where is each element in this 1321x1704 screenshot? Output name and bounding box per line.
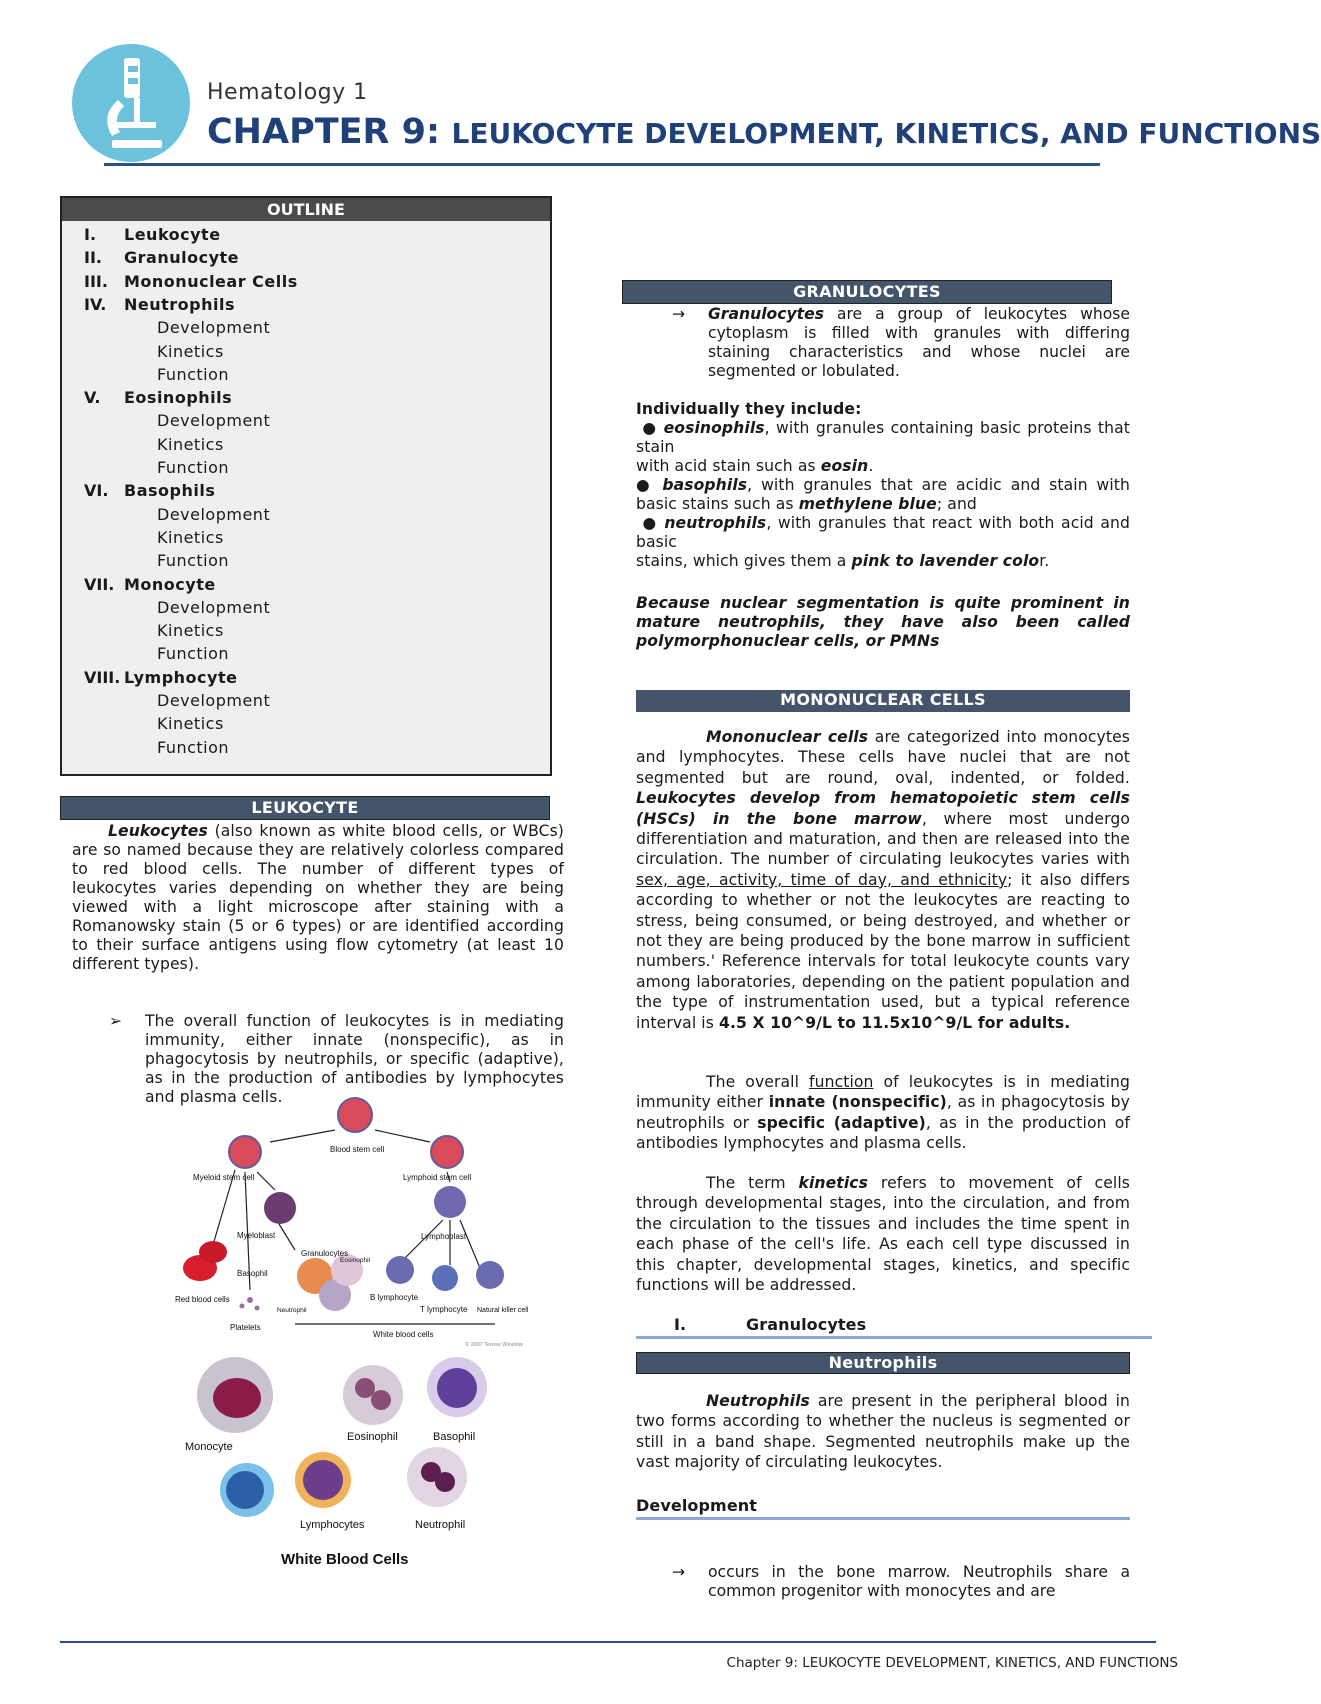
mono-text-d: sex, age, activity, time of day, and ethnicity xyxy=(636,871,1007,889)
baso-end: ; and xyxy=(937,495,977,513)
granulocytes-definition xyxy=(708,305,1130,381)
chapter-name: LEUKOCYTE DEVELOPMENT, KINETICS, AND FUNCTIONS xyxy=(452,117,1321,150)
neut-end: r. xyxy=(1039,552,1049,570)
eos-text-2: with acid stain such as xyxy=(636,457,821,475)
granulocytes-label: Granulocytes xyxy=(301,1249,348,1258)
leukocyte-text: (also known as white blood cells, or WBCs) are so named because they are relatively colorless compared to red blood cells. The number of different types of leukocytes varies depending on whether they are being viewed with a light microscope after staining with a Romanowsky stain (5 or 6 types) or are identified according to their surface antigens using flow cytometry (at least 10 different types). xyxy=(72,822,564,973)
baso-term: basophils xyxy=(662,476,747,494)
platelets-label: Platelets xyxy=(230,1323,261,1332)
mononuclear-paragraph xyxy=(636,727,1130,1033)
eos-term: eosinophils xyxy=(664,419,765,437)
outline-item-number: IV. xyxy=(84,295,124,314)
granulocyte-types-intro: Individually they include: xyxy=(636,400,861,418)
outline-item-title: Lymphocyte xyxy=(124,668,237,687)
blood-stem-label: Blood stem cell xyxy=(330,1145,384,1154)
neutrophil-label: Neutrophil xyxy=(415,1519,465,1531)
outline-item-number: I. xyxy=(84,225,124,244)
granulocyte-types xyxy=(636,400,1130,571)
mono-text-e: ; it also differs according to whether or not the leukocytes are reacting to stress, being consumed, or being destroyed, and whether or not they are being produced by the bone marrow in sufficient numbers.' Reference intervals for total leukocyte counts vary among laboratories, depending on the patient population and the type of instrumentation used, but a typical reference interval is xyxy=(636,871,1130,1032)
section-1-rule xyxy=(636,1336,1152,1339)
neutrophils-heading: Neutrophils xyxy=(636,1352,1130,1374)
neut-text-2: stains, which gives them a xyxy=(636,552,852,570)
neut-text: , with granules that react with both acid and basic xyxy=(636,514,1130,551)
leukocyte-heading: LEUKOCYTE xyxy=(60,796,550,820)
eos-stain: eosin xyxy=(821,457,869,475)
func-text-d: innate (nonspecific) xyxy=(769,1093,947,1111)
outline-item xyxy=(84,248,239,267)
basophil-label: Basophil xyxy=(433,1431,475,1443)
myeloblast-label: Myeloblast xyxy=(237,1231,276,1240)
microscope-logo xyxy=(72,44,190,162)
baso-stain: methylene blue xyxy=(799,495,937,513)
outline-item-title: Eosinophils xyxy=(124,388,232,407)
neutrophils-text: are present in the peripheral blood in two forms according to whether the nucleus is segmented or still in a band shape. Segmented neutrophils make up the vast majority of circulating leukocytes. xyxy=(636,1392,1130,1471)
chapter-title xyxy=(207,112,1200,152)
outline-subitem: Development xyxy=(157,318,270,337)
outline-subitem: Function xyxy=(157,458,229,477)
outline-item-number: III. xyxy=(84,272,124,291)
outline-item-title: Monocyte xyxy=(124,575,216,594)
section-1-number: I. xyxy=(674,1315,686,1334)
func-text-b: function xyxy=(809,1073,874,1091)
pmn-note: Because nuclear segmentation is quite prominent in mature neutrophils, they have also been called polymorphonuclear cells, or PMNs xyxy=(636,594,1130,651)
outline-item xyxy=(84,668,237,687)
leukocyte-bullet-text: The overall function of leukocytes is in mediating immunity, either innate (nonspecific), as in phagocytosis by neutrophils, or specific (adaptive), as in the production of antibodies by lymphocytes and plasma cells. xyxy=(145,1012,564,1106)
mono-text-a: are categorized into monocytes and lymphocytes. These cells have nuclei that are not segmented but are round, oval, indented, or folded. xyxy=(636,728,1130,787)
bullet-neut: ● neutrophils, with granules that react with both acid and basic stains, which gives them a pink to lavender color. xyxy=(636,514,1130,570)
diagram-caption: White Blood Cells xyxy=(281,1551,409,1568)
subject-title: Hematology 1 xyxy=(207,80,368,105)
func-text-c: of leukocytes is in mediating immunity either xyxy=(636,1073,1130,1111)
outline-item xyxy=(84,388,232,407)
outline-item xyxy=(84,575,216,594)
outline-item-number: VIII. xyxy=(84,668,124,687)
func-text-a: The overall xyxy=(706,1073,809,1091)
outline-subitem: Function xyxy=(157,551,229,570)
nk-cell-label: Natural killer cell xyxy=(477,1307,529,1314)
granulocytes-term: Granulocytes xyxy=(708,305,824,323)
outline-item xyxy=(84,295,235,314)
outline-item-title: Neutrophils xyxy=(124,295,235,314)
func-text-f: specific (adaptive) xyxy=(757,1114,926,1132)
neutrophils-paragraph xyxy=(636,1391,1130,1473)
wbc-label: White blood cells xyxy=(373,1330,433,1339)
section-1-title: Granulocytes xyxy=(746,1315,866,1334)
bullet-eos: ● eosinophils, with granules containing basic proteins that stain with acid stain such as eosin. xyxy=(636,419,1130,475)
outline-box xyxy=(60,196,552,776)
outline-subitem: Development xyxy=(157,505,270,524)
outline-subitem: Kinetics xyxy=(157,342,224,361)
outline-item-number: V. xyxy=(84,388,124,407)
page-footer: Chapter 9: LEUKOCYTE DEVELOPMENT, KINETICS, AND FUNCTIONS xyxy=(727,1655,1178,1671)
outline-subitem: Development xyxy=(157,411,270,430)
granulocytes-heading: GRANULOCYTES xyxy=(622,280,1112,304)
outline-subitem: Kinetics xyxy=(157,621,224,640)
neut-color: pink to lavender colo xyxy=(852,552,1040,570)
wbc-diagram xyxy=(175,1090,535,1700)
leukocyte-term: Leukocytes xyxy=(108,822,208,840)
myeloid-stem-label: Myeloid stem cell xyxy=(193,1173,255,1182)
mononuclear-heading: MONONUCLEAR CELLS xyxy=(636,690,1130,712)
neutrophil-small-label: Neutrophil xyxy=(277,1307,307,1314)
outline-item xyxy=(84,225,221,244)
footer-rule xyxy=(60,1641,1156,1643)
outline-item-number: VI. xyxy=(84,481,124,500)
outline-subitem: Kinetics xyxy=(157,435,224,454)
lymphoblast-label: Lymphoblast xyxy=(421,1232,467,1241)
t-lymphocyte-label: T lymphocyte xyxy=(420,1305,468,1314)
arrow-icon: → xyxy=(672,305,685,324)
outline-subitem: Development xyxy=(157,598,270,617)
lymphoid-stem-label: Lymphoid stem cell xyxy=(403,1173,471,1182)
outline-item-number: II. xyxy=(84,248,124,267)
outline-subitem: Kinetics xyxy=(157,714,224,733)
outline-subitem: Development xyxy=(157,691,270,710)
outline-subitem: Function xyxy=(157,365,229,384)
baso-text: , with granules that are acidic and stain with basic stains such as xyxy=(636,476,1130,513)
rbc-label: Red blood cells xyxy=(175,1295,230,1304)
kin-text-a: The term xyxy=(706,1174,799,1192)
neutrophils-term: Neutrophils xyxy=(706,1392,810,1410)
outline-subitem: Function xyxy=(157,738,229,757)
arrow-bullet-icon: ➢ xyxy=(109,1012,122,1031)
leukocyte-paragraph xyxy=(72,822,564,974)
mono-text-b: Leukocytes develop from hematopoietic stem cells (HSCs) in the bone marrow xyxy=(636,789,1130,827)
outline-subitem: Kinetics xyxy=(157,528,224,547)
func-text-g: , as in the production of antibodies lymphocytes and plasma cells. xyxy=(636,1114,1130,1152)
kin-term: kinetics xyxy=(799,1174,869,1192)
outline-item-title: Granulocyte xyxy=(124,248,239,267)
eosinophil-small-label: Eosinophil xyxy=(340,1257,371,1264)
b-lymphocyte-label: B lymphocyte xyxy=(370,1293,419,1302)
outline-item-title: Mononuclear Cells xyxy=(124,272,298,291)
development-heading: Development xyxy=(636,1496,757,1515)
microscope-icon xyxy=(72,44,190,162)
neut-term: neutrophils xyxy=(664,514,766,532)
reference-interval: 4.5 X 10^9/L to 11.5x10^9/L for adults. xyxy=(719,1014,1070,1032)
mononuclear-term: Mononuclear cells xyxy=(706,728,868,746)
func-text-e: , as in phagocytosis by neutrophils or xyxy=(636,1093,1130,1131)
outline-subitem: Function xyxy=(157,644,229,663)
development-item xyxy=(708,1563,1130,1601)
outline-item xyxy=(84,481,215,500)
granulocytes-def-text: are a group of leukocytes whose cytoplasm is filled with granules with differing staining characteristics and whose nuclei are segmented or lobulated. xyxy=(708,305,1130,380)
eos-text: , with granules containing basic proteins that stain xyxy=(636,419,1130,456)
copyright-label: © 2007 Terese Winslow xyxy=(465,1341,523,1348)
bullet-baso: ● basophils, with granules that are acidic and stain with basic stains such as methylene blue; and xyxy=(636,476,1130,513)
kin-text-c: refers to movement of cells through developmental stages, into the circulation, and from the circulation to the tissues and includes the time spent in each phase of the cell's life. As each cell type discussed in this chapter, developmental stages, kinetics, and specific functions will be addressed. xyxy=(636,1174,1130,1294)
kinetics-paragraph xyxy=(636,1173,1130,1295)
lymphocytes-label: Lymphocytes xyxy=(300,1519,365,1531)
development-rule xyxy=(636,1517,1130,1520)
development-text: occurs in the bone marrow. Neutrophils share a common progenitor with monocytes and are xyxy=(708,1563,1130,1600)
outline-item-title: Leukocyte xyxy=(124,225,221,244)
outline-item-title: Basophils xyxy=(124,481,215,500)
outline-heading: OUTLINE xyxy=(62,198,550,221)
function-paragraph xyxy=(636,1072,1130,1154)
outline-item xyxy=(84,272,298,291)
monocyte-label: Monocyte xyxy=(185,1441,233,1453)
chapter-number: CHAPTER 9: xyxy=(207,112,440,152)
outline-item-number: VII. xyxy=(84,575,124,594)
header-rule xyxy=(104,163,1100,166)
basophil-small-label: Basophil xyxy=(237,1269,268,1278)
mono-text-c: , where most undergo differentiation and maturation, and then are released into the circulation. The number of circulating leukocytes varies with xyxy=(636,810,1130,869)
eosinophil-label: Eosinophil xyxy=(347,1431,398,1443)
arrow-icon: → xyxy=(672,1563,685,1582)
